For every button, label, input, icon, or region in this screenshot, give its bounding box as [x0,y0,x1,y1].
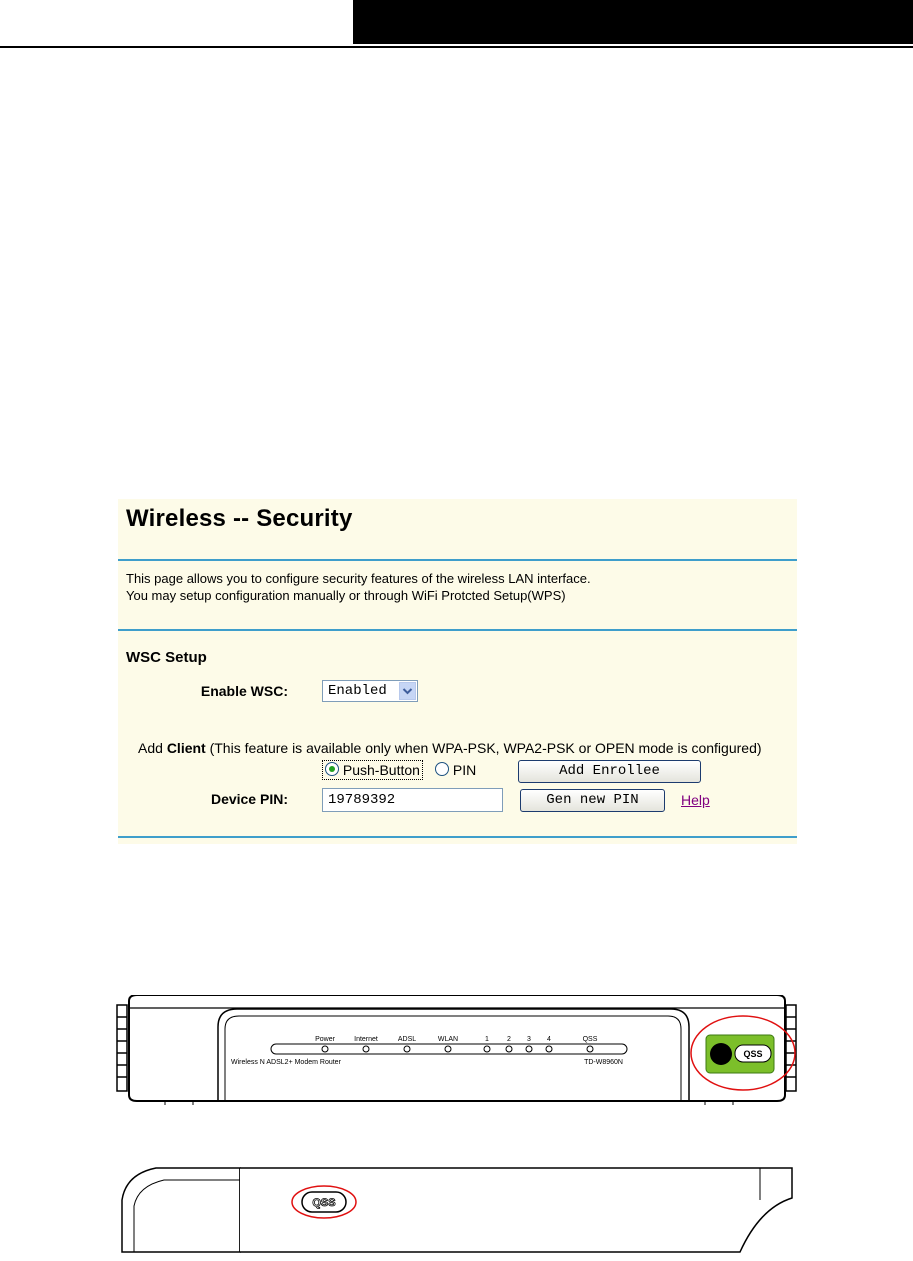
enable-wsc-label: Enable WSC: [200,683,288,699]
add-client-text: Add Client (This feature is available only when WPA-PSK, WPA2-PSK or OPEN mode is configured) [138,740,762,756]
device-pin-input[interactable] [322,788,503,812]
model-name: TD-W8960N [584,1059,623,1066]
led-label-internet: Internet [354,1036,378,1043]
enable-wsc-select[interactable] [322,680,418,702]
radio-unselected-icon[interactable] [435,762,449,776]
led-label-2: 2 [507,1036,511,1043]
device-pin-label: Device PIN: [210,791,288,807]
divider [118,836,797,838]
divider [118,559,797,561]
led-label-adsl: ADSL [397,1036,417,1043]
radio-push-button[interactable]: Push-Button [322,760,423,780]
led-label-power: Power [315,1036,335,1043]
router-front-view [113,995,803,1105]
help-link[interactable]: Help [681,792,710,808]
radio-pin[interactable]: PIN [435,762,476,778]
description-line-2: You may setup configuration manually or through WiFi Protcted Setup(WPS) [126,588,566,603]
led-label-1: 1 [485,1036,489,1043]
gen-new-pin-button[interactable]: Gen new PIN [520,789,665,812]
wireless-security-panel [118,499,797,844]
led-label-4: 4 [547,1036,551,1043]
section-title: WSC Setup [126,649,207,666]
led-label-qss: QSS [582,1036,598,1043]
qss-label: QSS [743,1049,763,1059]
page-title: Wireless -- Security [126,505,353,532]
product-name: Wireless N ADSL2+ Modem Router [231,1059,341,1066]
add-enrollee-button[interactable]: Add Enrollee [518,760,701,783]
led-label-3: 3 [527,1036,531,1043]
radio-selected-icon[interactable] [325,762,339,776]
enable-wsc-value: Enabled [328,683,387,699]
description-line-1: This page allows you to configure security features of the wireless LAN interface. [126,571,591,586]
side-qss-label: QSS [312,1197,336,1209]
chevron-down-icon[interactable] [399,682,416,700]
header-rule [0,46,913,48]
led-label-wlan: WLAN [437,1036,459,1043]
router-side-view [120,1160,796,1256]
divider [118,629,797,631]
header-bar [353,0,913,44]
qss-button-icon [710,1043,732,1065]
